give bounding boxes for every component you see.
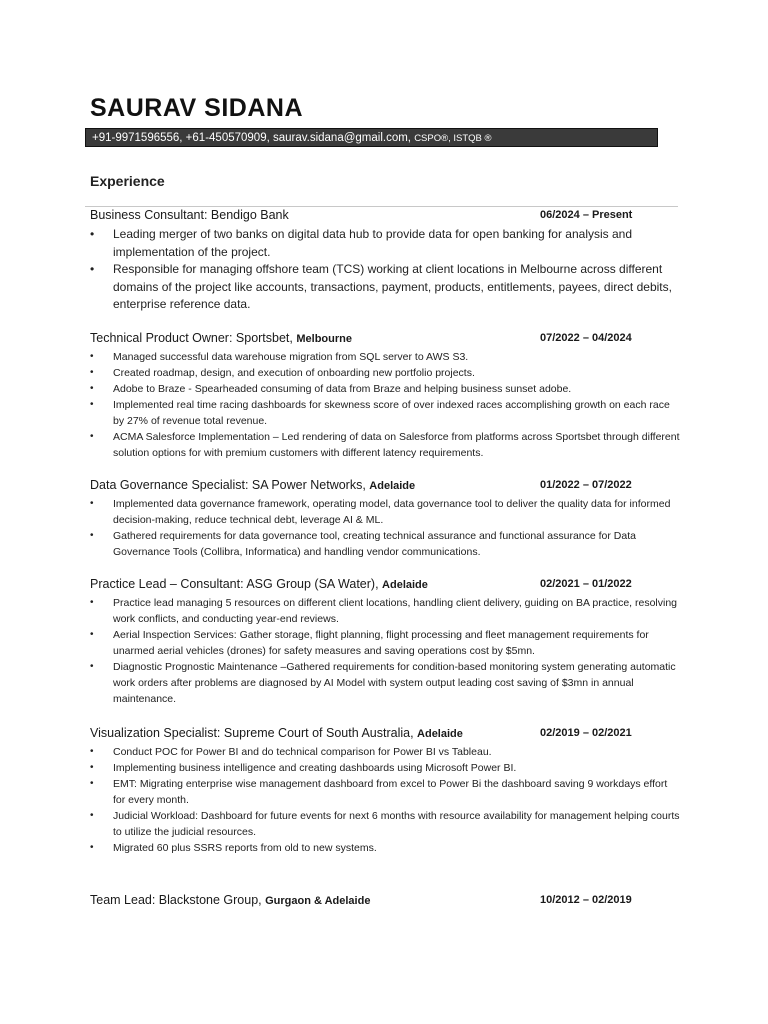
job-title: Visualization Specialist: Supreme Court of South Australia, Adelaide [90,726,463,740]
job-title: Data Governance Specialist: SA Power Networks, Adelaide [90,478,416,492]
job-title: Business Consultant: Bendigo Bank [90,208,289,222]
list-item: • Practice lead managing 5 resources on different client locations, handling client delivery, guiding on BA practice, resolving work conflicts, and conducting year-end reviews. [90,597,678,625]
certifications: CSPO®, ISTQB ® [414,133,492,144]
job-dates: 02/2021 – 01/2022 [540,578,632,590]
list-item: • Created roadmap, design, and execution of onboarding new portfolio projects. [90,367,475,379]
job-dates: 06/2024 – Present [540,209,633,221]
job-title: Team Lead: Blackstone Group, Gurgaon & Adelaide [90,893,371,907]
list-item: • Leading merger of two banks on digital data hub to provide data for open banking for analysis and implementation of the project. [90,227,633,259]
job-location: Adelaide [369,480,416,492]
list-item: • Gathered requirements for data governance tool, creating technical assurance and functional assurance for Data Governance Tools (Collibra, Informatica) and handling vendor communications. [90,530,636,558]
list-item: • Adobe to Braze - Spearheaded consuming of data from Braze and helping business sunset adobe. [90,383,572,395]
candidate-name: SAURAV SIDANA [90,94,303,122]
job-location: Melbourne [296,333,352,345]
list-item: • Implementing business intelligence and creating dashboards using Microsoft Power BI. [90,762,517,774]
experience-heading: Experience [90,173,165,189]
list-item: • Conduct POC for Power BI and do technical comparison for Power BI vs Tableau. [90,746,492,758]
list-item: • Responsible for managing offshore team (TCS) working at client locations in Melbourne across different domains of the project like accounts, transactions, payment, products, entitlements, payees, direct debits, enterprise reference data. [90,262,672,311]
list-item: • Judicial Workload: Dashboard for future events for next 6 months with resource availability for management helping courts to utilize the judicial resources. [90,810,680,838]
list-item: • Diagnostic Prognostic Maintenance –Gathered requirements for condition-based monitoring system generating automatic work orders after problems are diagnosed by AI Model with system output leading cost saving of $3mn in annual maintenance. [90,661,676,705]
job-location: Gurgaon & Adelaide [265,895,371,907]
job-entry [90,893,680,909]
contact-bar [85,128,658,147]
job-title: Practice Lead – Consultant: ASG Group (SA Water), Adelaide [90,577,428,591]
job-entry [90,331,680,461]
job-dates: 07/2022 – 04/2024 [540,332,632,344]
job-dates: 02/2019 – 02/2021 [540,727,632,739]
job-entry [90,208,680,314]
job-location: Adelaide [382,579,428,591]
job-dates: 10/2012 – 02/2019 [540,894,632,906]
list-item: • Managed successful data warehouse migration from SQL server to AWS S3. [90,351,469,363]
job-entry [90,478,680,560]
list-item: • Implemented data governance framework, operating model, data governance tool to deliver the quality data for informed decision-making, reduce technical debt, leverage AI & ML. [90,498,671,526]
contact-details: +91-9971596556, +61-450570909, saurav.sidana@gmail.com, [92,132,415,144]
job-dates: 01/2022 – 07/2022 [540,479,632,491]
job-entry [90,577,680,707]
job-entry [90,726,680,856]
job-location: Adelaide [417,728,463,740]
list-item: • ACMA Salesforce Implementation – Led rendering of data on Salesforce from platforms across Sportsbet through different solution options for with premium customers with different latency requirements. [90,431,680,459]
list-item: • EMT: Migrating enterprise wise management dashboard from excel to Power Bi the dashboard saving 9 workdays effort for every month. [90,778,668,806]
list-item: • Aerial Inspection Services: Gather storage, flight planning, flight processing and fleet management requirements for unarmed aerial vehicles (drones) for safety measures and saving operations cost by $5mn. [90,629,649,657]
list-item: • Migrated 60 plus SSRS reports from old to new systems. [90,842,377,854]
job-title: Technical Product Owner: Sportsbet, Melbourne [90,331,352,345]
section-divider [85,206,678,207]
list-item: • Implemented real time racing dashboards for skewness score of over indexed races accomplishing growth on each race by 27% of revenue total revenue. [90,399,670,427]
